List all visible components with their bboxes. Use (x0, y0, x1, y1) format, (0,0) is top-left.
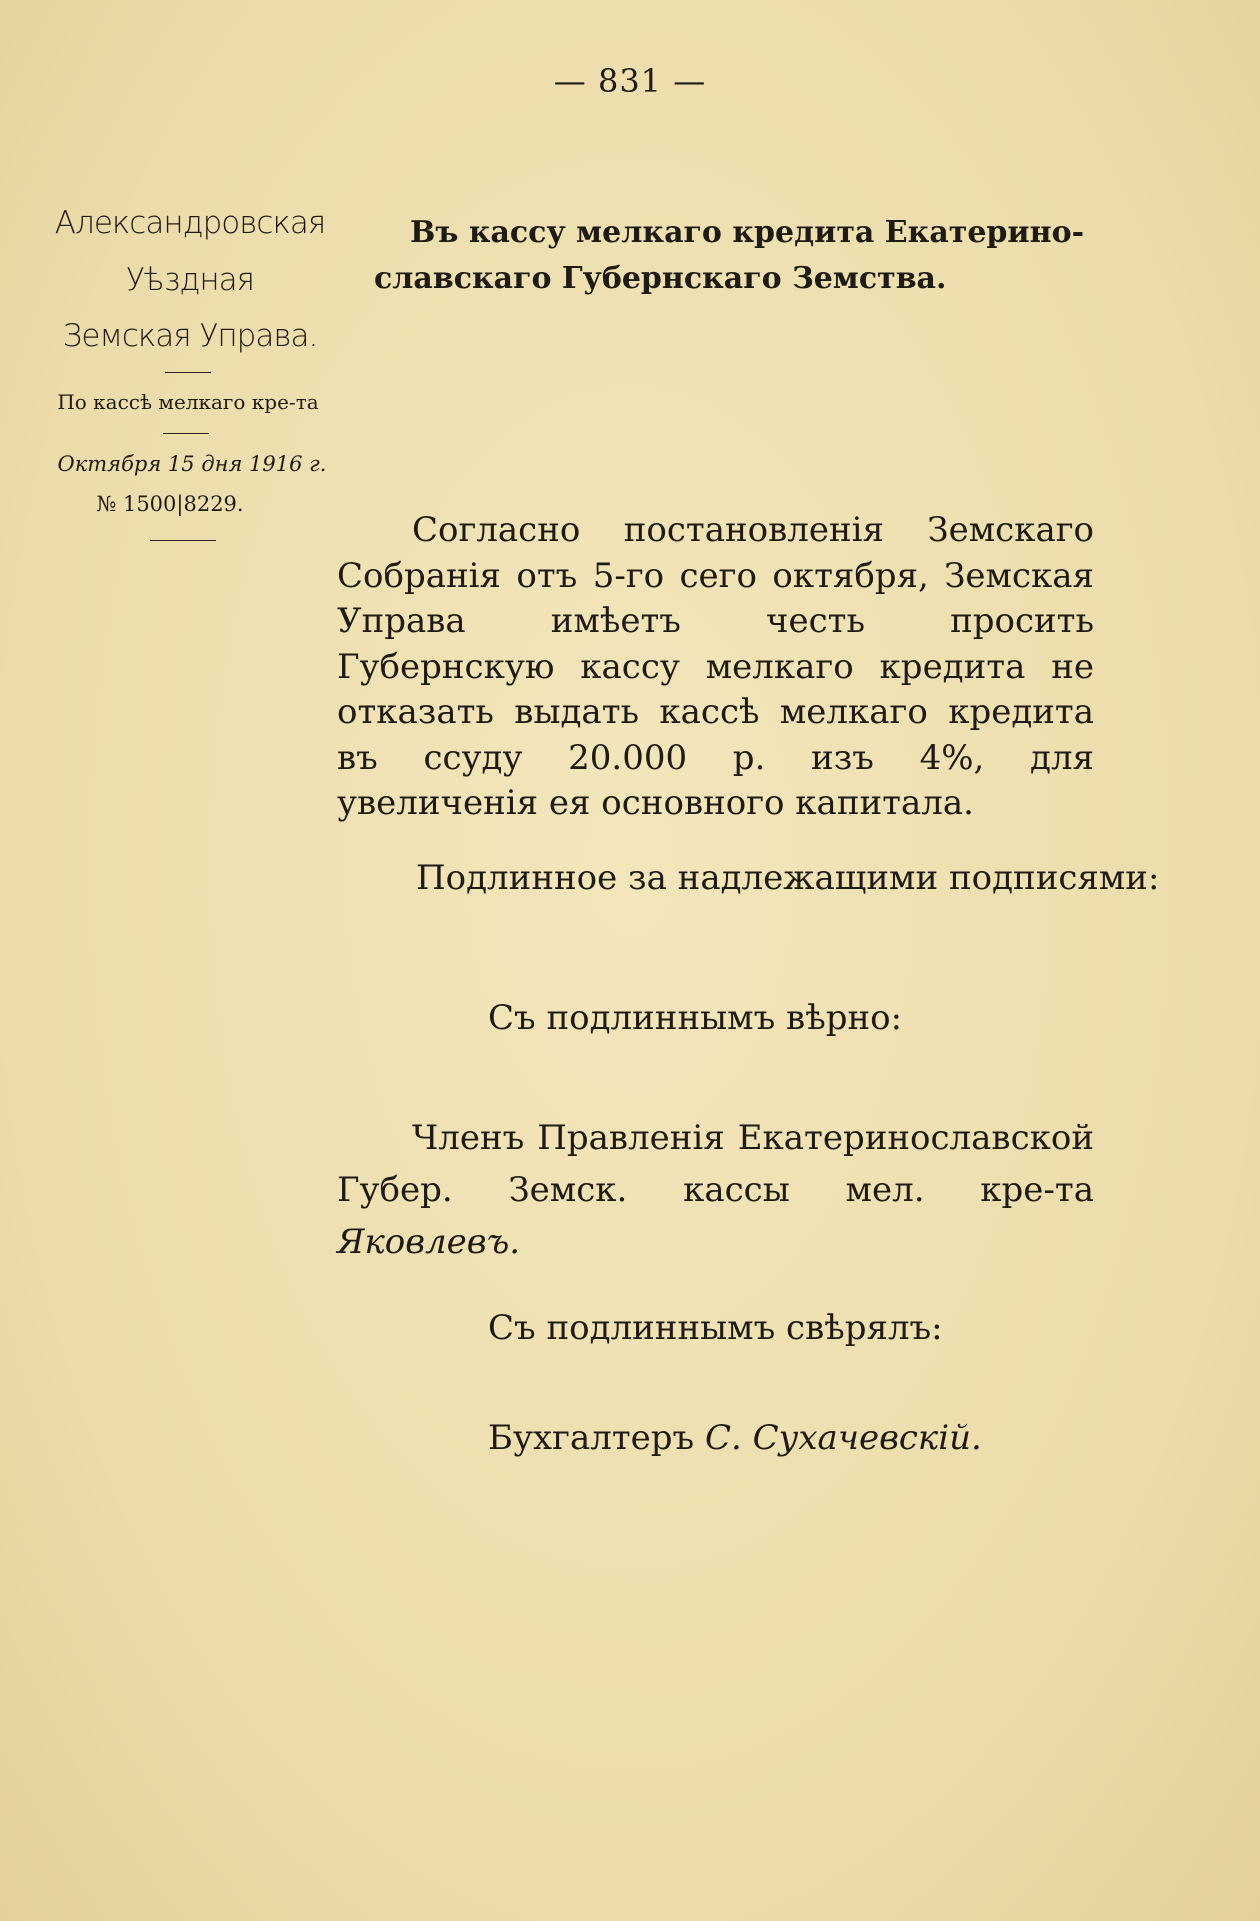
stamp-office-board: Земская Управа. (62, 318, 318, 354)
collated-note: Съ подлиннымъ свѣрялъ: (488, 1308, 943, 1348)
accountant-name: С. Сухачевскій. (705, 1418, 982, 1458)
stamp-divider (165, 372, 211, 373)
stamp-date: Октября 15 дня 1916 г. (57, 452, 327, 476)
board-member-title: Членъ Правленія Екатеринославской Губер. Земск. кассы мел. кре-та (337, 1118, 1094, 1210)
stamp-office-district: Уѣздная (126, 262, 254, 298)
stamp-office-name: Александровская (54, 205, 326, 241)
closing-note: Подлинное за надлежащими подписями: (416, 858, 1160, 898)
board-member-signature (337, 1112, 1094, 1268)
verified-note: Съ подлиннымъ вѣрно: (488, 998, 903, 1038)
stamp-department: По кассѣ мелкаго кре-та (57, 390, 319, 414)
letter-body: Согласно постановленія Земскаго Собранія отъ 5-го сего октября, Земская Управа имѣетъ честь просить Губернскую кассу мелкаго кредита не отказать выдать кассѣ мелкаго кредита въ ссуду 20.000 р. изъ 4%, для увеличенія ея основного капитала. (337, 510, 1094, 823)
board-member-name: Яковлевъ. (337, 1222, 521, 1262)
address-line: Въ кассу мелкаго кредита Екатерино- (410, 215, 1085, 250)
address-block (374, 210, 1110, 302)
stamp-number: № 1500|8229. (96, 492, 244, 516)
address-line: славскаго Губернскаго Земства. (374, 261, 947, 296)
stamp-divider (150, 540, 216, 541)
accountant-signature (488, 1418, 982, 1458)
page-number: — 831 — (553, 62, 707, 100)
stamp-divider (163, 433, 209, 434)
accountant-title: Бухгалтеръ (488, 1418, 695, 1458)
